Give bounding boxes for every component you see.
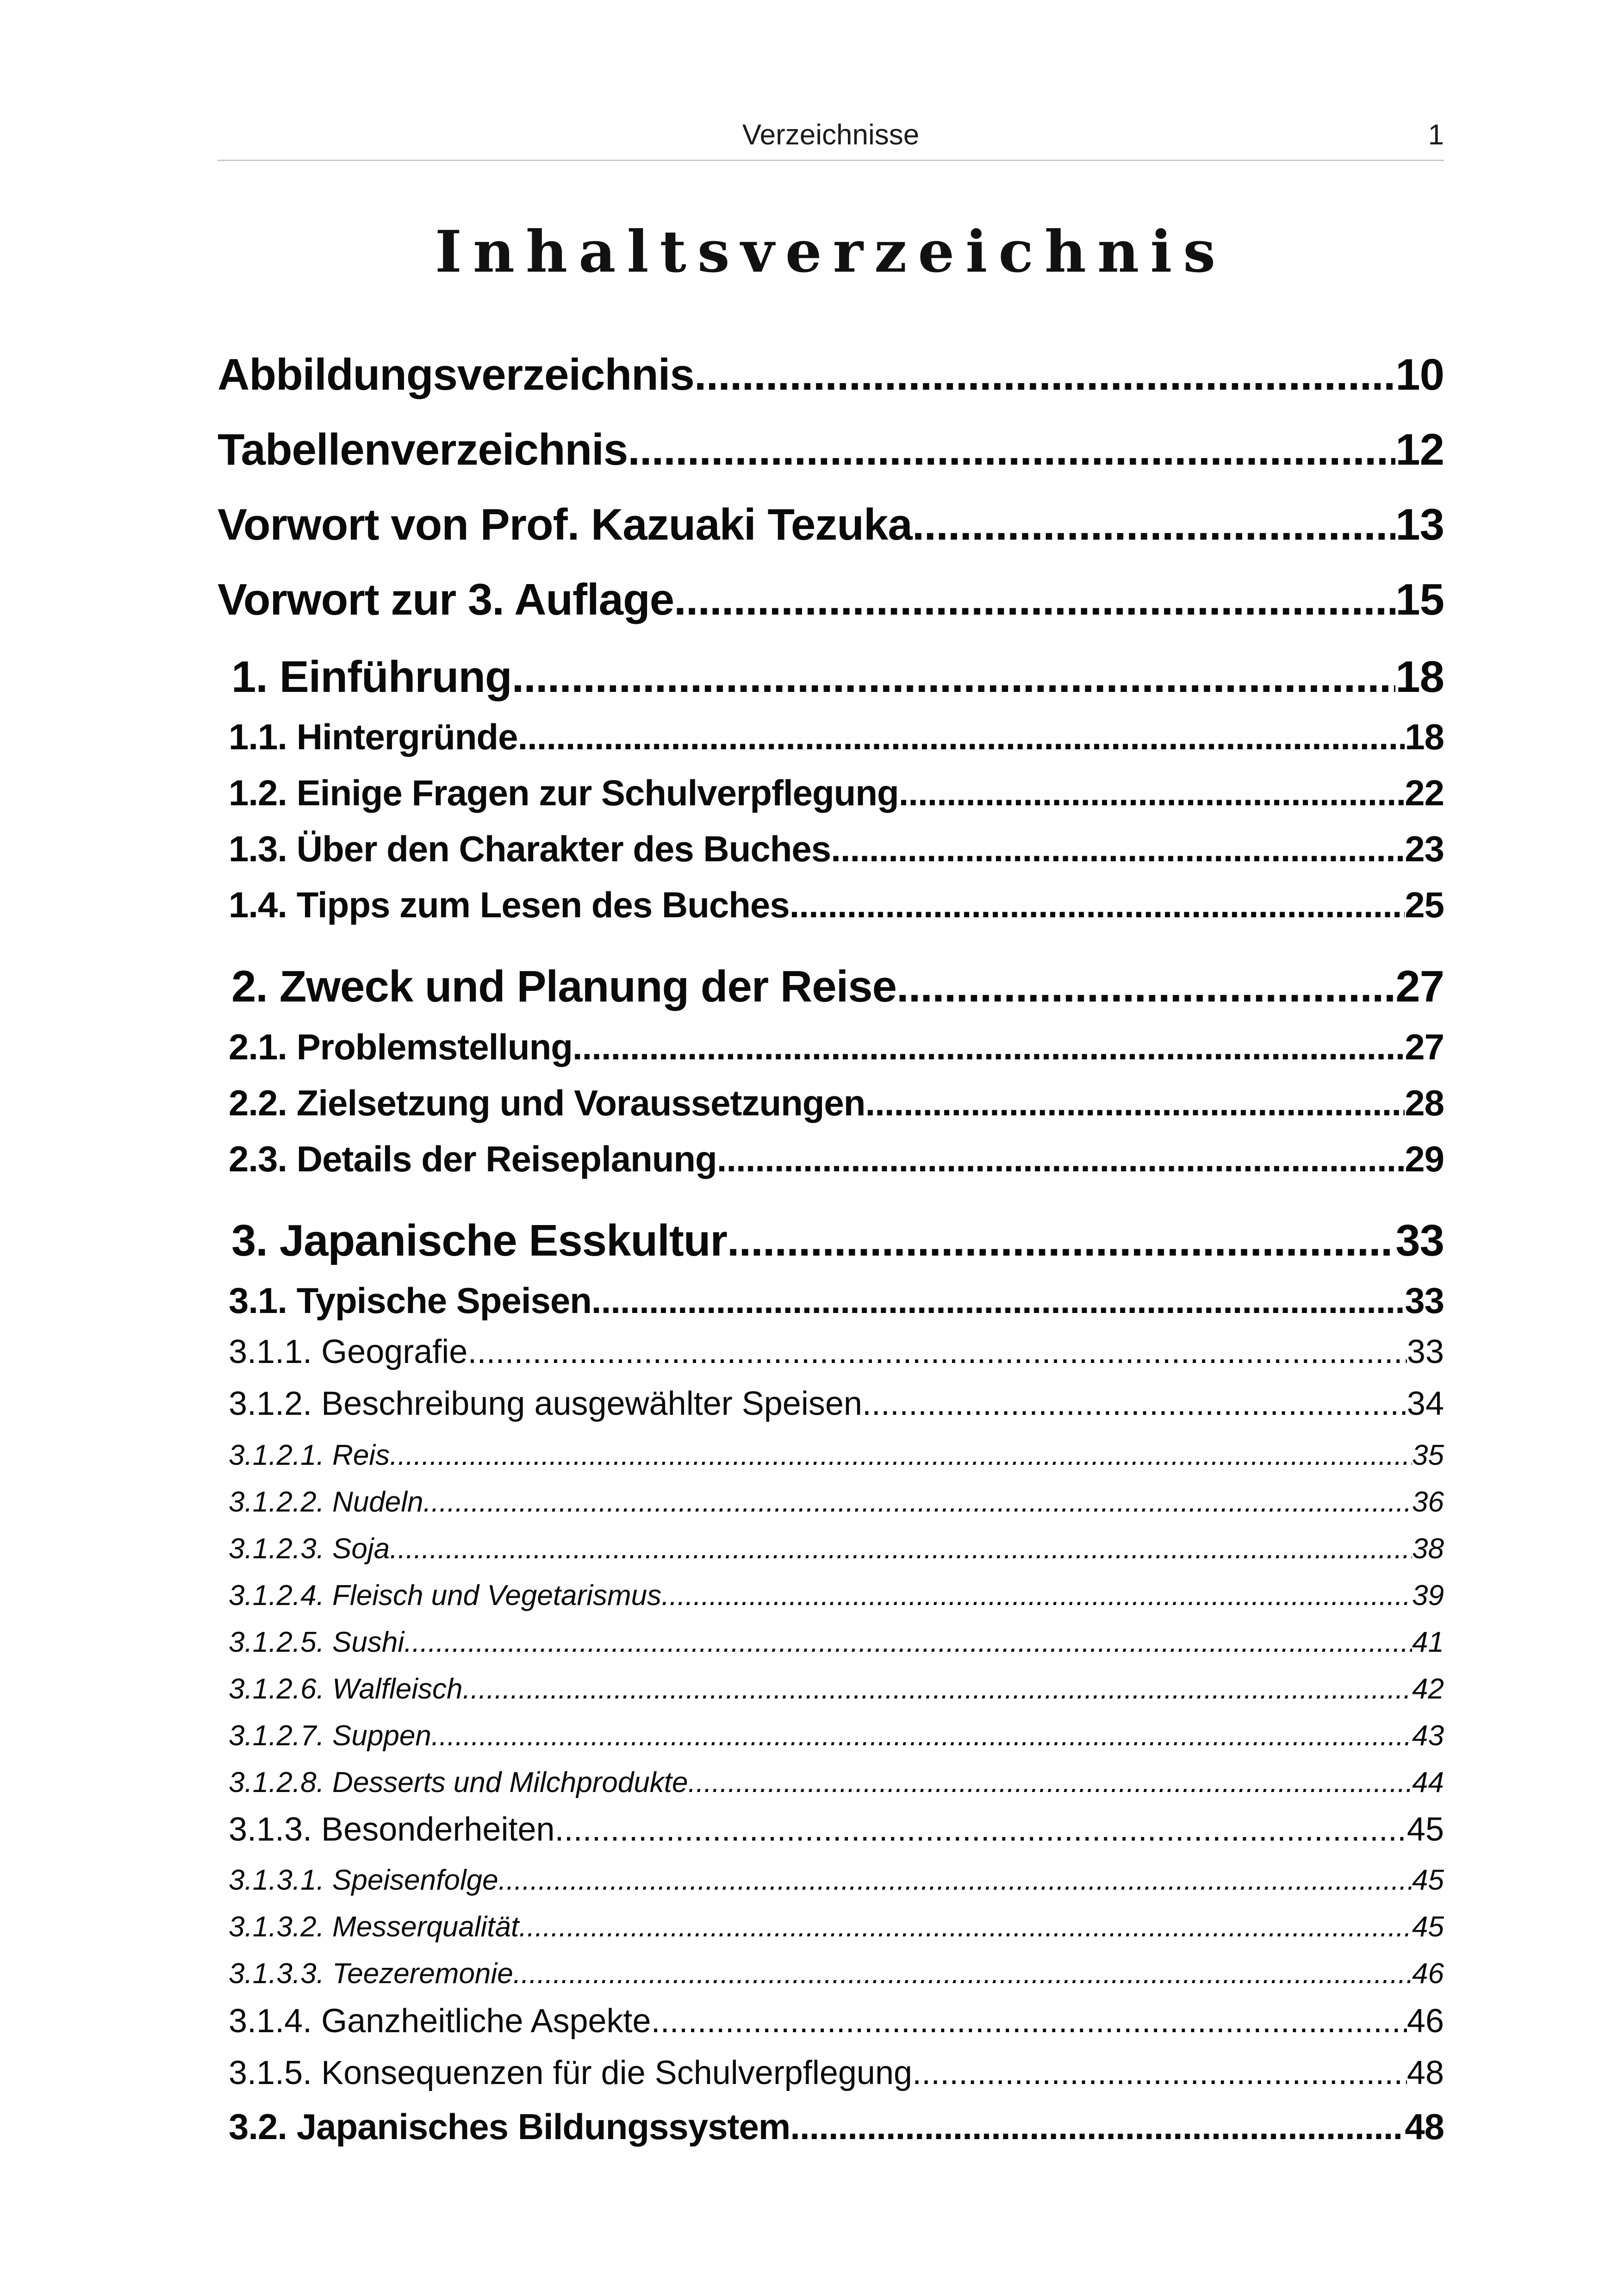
- toc-entry-section-3-2[interactable]: [218, 2103, 1444, 2150]
- toc-entry-3-1-3-3[interactable]: [218, 1954, 1444, 1993]
- toc-entry-vorwort-3-auflage[interactable]: [218, 572, 1444, 628]
- dot-leader: [390, 1530, 1412, 1568]
- toc-entry-page: 48: [1406, 2054, 1444, 2091]
- toc-entry-page: 27: [1405, 1027, 1444, 1067]
- toc-entry-page: 35: [1412, 1439, 1444, 1471]
- dot-leader: [498, 1861, 1412, 1900]
- toc-entry-label: 1.1. Hintergründe: [229, 716, 518, 757]
- toc-entry-3-1-2-1[interactable]: [218, 1436, 1444, 1475]
- toc-entry-page: 46: [1412, 1958, 1444, 1990]
- dot-leader: [899, 770, 1405, 816]
- toc-entry-label: 3.1.2.2. Nudeln: [229, 1486, 423, 1518]
- toc-entry-3-1-1[interactable]: [218, 1330, 1444, 1374]
- toc-entry-tabellenverzeichnis[interactable]: [218, 422, 1444, 478]
- toc-entry-page: 28: [1405, 1083, 1444, 1123]
- toc-entry-page: 15: [1395, 575, 1444, 624]
- toc-entry-page: 33: [1395, 1216, 1444, 1265]
- dot-leader: [517, 714, 1405, 760]
- toc-entry-label: 2.3. Details der Reiseplanung: [229, 1139, 717, 1179]
- toc-entry-3-1-3[interactable]: [218, 1808, 1444, 1851]
- dot-leader: [628, 422, 1395, 478]
- toc-entry-label: Vorwort zur 3. Auflage: [218, 575, 674, 624]
- toc-entry-section-2-3[interactable]: [218, 1136, 1444, 1182]
- dot-leader: [519, 1908, 1412, 1947]
- toc-entry-label: 3.1.2.4. Fleisch und Vegetarismus: [229, 1580, 662, 1612]
- toc-entry-3-1-2-5[interactable]: [218, 1623, 1444, 1662]
- toc-entry-label: 3.1.1. Geografie: [229, 1333, 468, 1370]
- toc-entry-label: 3.1. Typische Speisen: [229, 1280, 591, 1321]
- toc-entry-section-2-2[interactable]: [218, 1080, 1444, 1126]
- toc-entry-label: 1.4. Tipps zum Lesen des Buches: [229, 884, 790, 925]
- toc-entry-page: 12: [1395, 425, 1444, 474]
- toc-entry-label: 3.1.3. Besonderheiten: [229, 1811, 555, 1848]
- dot-leader: [573, 1024, 1405, 1070]
- dot-leader: [831, 826, 1405, 872]
- toc-entry-label: 2.2. Zielsetzung und Voraussetzungen: [229, 1083, 865, 1123]
- toc-entry-page: 23: [1405, 828, 1444, 869]
- dot-leader: [727, 1213, 1395, 1269]
- dot-leader: [462, 1670, 1412, 1709]
- toc-entry-vorwort-tezuka[interactable]: [218, 497, 1444, 553]
- toc-entry-section-1-4[interactable]: [218, 882, 1444, 928]
- toc-entry-page: 46: [1406, 2003, 1444, 2040]
- toc-entry-3-1-2-6[interactable]: [218, 1670, 1444, 1709]
- toc-entry-page: 33: [1406, 1333, 1444, 1370]
- toc-entry-page: 44: [1412, 1767, 1444, 1798]
- toc-entry-section-1-1[interactable]: [218, 714, 1444, 760]
- toc-entry-page: 42: [1412, 1673, 1444, 1705]
- toc-entry-label: 2. Zweck und Planung der Reise: [231, 962, 897, 1011]
- toc-entry-3-1-2-4[interactable]: [218, 1576, 1444, 1615]
- toc-entry-3-1-3-1[interactable]: [218, 1861, 1444, 1900]
- toc-entry-label: 3.1.5. Konsequenzen für die Schulverpflegung: [229, 2054, 913, 2091]
- toc-entry-3-1-5[interactable]: [218, 2051, 1444, 2095]
- toc-entry-page: 43: [1412, 1720, 1444, 1752]
- toc-entry-label: 3.1.2.1. Reis: [229, 1439, 390, 1471]
- toc-entry-3-1-3-2[interactable]: [218, 1908, 1444, 1947]
- toc-entry-page: 10: [1395, 350, 1444, 399]
- toc-entry-chapter-1[interactable]: [218, 649, 1444, 705]
- dot-leader: [896, 959, 1395, 1014]
- running-header: [218, 113, 1444, 161]
- page-title: Inhaltsverzeichnis: [435, 218, 1227, 286]
- toc-entry-label: 3.1.2. Beschreibung ausgewählter Speisen: [229, 1385, 862, 1422]
- toc-entry-page: 25: [1405, 884, 1444, 925]
- dot-leader: [912, 2051, 1407, 2095]
- dot-leader: [404, 1623, 1412, 1662]
- dot-leader: [651, 1999, 1407, 2043]
- toc-entry-label: Abbildungsverzeichnis: [218, 350, 694, 399]
- toc-entry-3-1-2-8[interactable]: [218, 1763, 1444, 1802]
- toc-entry-page: 34: [1406, 1385, 1444, 1422]
- toc-entry-label: 3.1.2.6. Walfleisch: [229, 1673, 463, 1705]
- toc-entry-page: 39: [1412, 1580, 1444, 1612]
- dot-leader: [694, 347, 1395, 403]
- dot-leader: [661, 1576, 1412, 1615]
- dot-leader: [423, 1483, 1413, 1522]
- running-header-title: Verzeichnisse: [742, 119, 920, 151]
- page-number: 1: [1428, 119, 1444, 151]
- toc-entry-label: 3.1.2.5. Sushi: [229, 1626, 404, 1658]
- toc-entry-label: 1. Einführung: [231, 652, 512, 702]
- toc-entry-page: 33: [1405, 1280, 1444, 1321]
- toc-entry-page: 36: [1412, 1486, 1444, 1518]
- dot-leader: [688, 1763, 1413, 1802]
- dot-leader: [390, 1436, 1412, 1475]
- dot-leader: [467, 1330, 1407, 1374]
- toc-entry-section-2-1[interactable]: [218, 1024, 1444, 1070]
- toc-entry-label: 1.3. Über den Charakter des Buches: [229, 828, 831, 869]
- toc-entry-section-1-2[interactable]: [218, 770, 1444, 816]
- toc-entry-label: 3.1.3.3. Teezeremonie: [229, 1958, 513, 1990]
- toc-entry-label: 3.1.4. Ganzheitliche Aspekte: [229, 2003, 651, 2040]
- dot-leader: [790, 882, 1405, 928]
- toc-entry-page: 38: [1412, 1533, 1444, 1565]
- toc-entry-page: 45: [1406, 1811, 1444, 1848]
- toc-entry-page: 22: [1405, 772, 1444, 813]
- toc-entry-chapter-2[interactable]: [218, 959, 1444, 1014]
- dot-leader: [674, 572, 1395, 628]
- toc-entry-label: Vorwort von Prof. Kazuaki Tezuka: [218, 500, 912, 549]
- toc-entry-label: 3.1.2.3. Soja: [229, 1533, 390, 1565]
- toc-entry-label: 3.1.3.1. Speisenfolge: [229, 1864, 498, 1896]
- dot-leader: [555, 1808, 1407, 1851]
- toc-entry-label: 3. Japanische Esskultur: [231, 1216, 727, 1265]
- toc-entry-page: 45: [1412, 1864, 1444, 1896]
- dot-leader: [431, 1717, 1412, 1755]
- toc-entry-abbildungsverzeichnis[interactable]: [218, 347, 1444, 403]
- dot-leader: [513, 1954, 1412, 1993]
- toc-entry-label: 3.1.2.7. Suppen: [229, 1720, 431, 1752]
- toc-entry-label: 1.2. Einige Fragen zur Schulverpflegung: [229, 772, 899, 813]
- toc-entry-section-3-1[interactable]: [218, 1277, 1444, 1324]
- toc-entry-3-1-4[interactable]: [218, 1999, 1444, 2043]
- toc-entry-chapter-3[interactable]: [218, 1213, 1444, 1269]
- dot-leader: [790, 2103, 1405, 2150]
- dot-leader: [912, 497, 1396, 553]
- toc-entry-label: Tabellenverzeichnis: [218, 425, 628, 474]
- toc-entry-page: 45: [1412, 1911, 1444, 1943]
- toc-entry-3-1-2-2[interactable]: [218, 1483, 1444, 1522]
- toc-entry-page: 13: [1395, 500, 1444, 549]
- dot-leader: [862, 1382, 1407, 1425]
- toc-entry-section-1-3[interactable]: [218, 826, 1444, 872]
- dot-leader: [591, 1277, 1405, 1324]
- toc-entry-page: 48: [1405, 2106, 1444, 2147]
- toc-entry-label: 2.1. Problemstellung: [229, 1027, 573, 1067]
- toc-entry-label: 3.1.2.8. Desserts und Milchprodukte: [229, 1767, 688, 1798]
- toc-entry-3-1-2-7[interactable]: [218, 1717, 1444, 1755]
- toc-entry-page: 41: [1412, 1626, 1444, 1658]
- toc-entry-page: 18: [1405, 716, 1444, 757]
- toc-entry-label: 3.2. Japanisches Bildungssystem: [229, 2106, 790, 2147]
- toc-entry-page: 27: [1395, 962, 1444, 1011]
- toc-entry-label: 3.1.3.2. Messerqualität: [229, 1911, 519, 1943]
- dot-leader: [717, 1136, 1405, 1182]
- dot-leader: [512, 649, 1396, 705]
- toc-entry-3-1-2-3[interactable]: [218, 1530, 1444, 1568]
- toc-entry-page: 29: [1405, 1139, 1444, 1179]
- toc-entry-page: 18: [1395, 652, 1444, 702]
- toc-entry-3-1-2[interactable]: [218, 1382, 1444, 1425]
- dot-leader: [865, 1080, 1405, 1126]
